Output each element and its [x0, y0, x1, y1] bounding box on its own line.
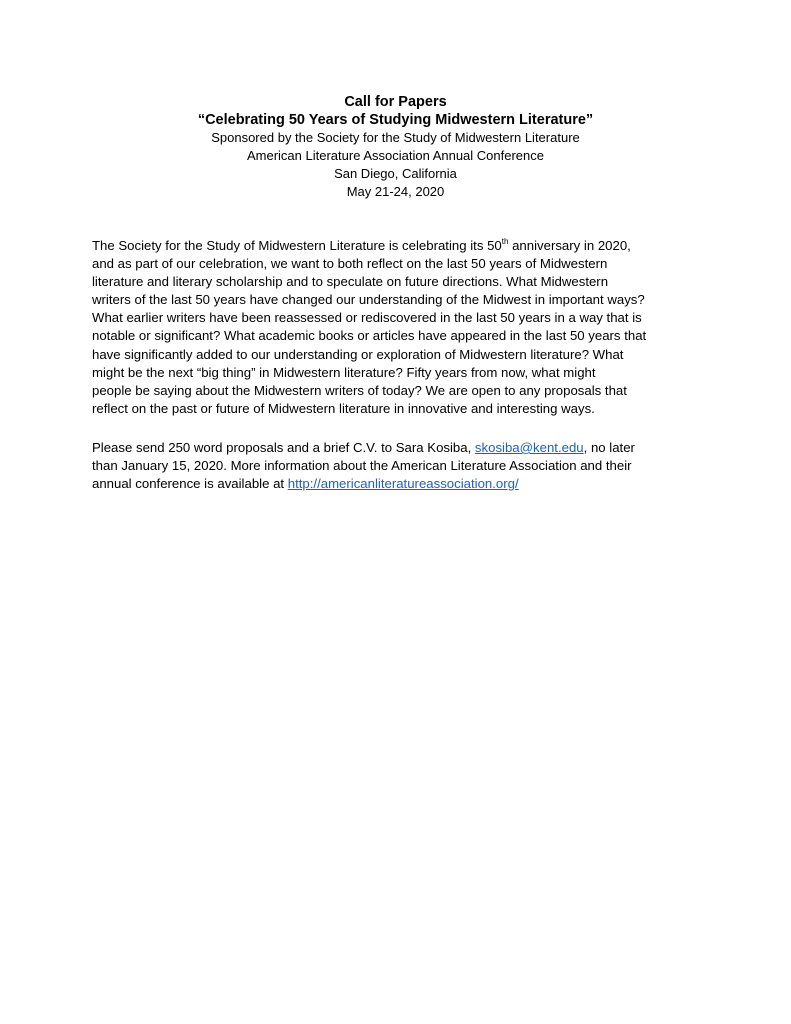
- paragraph-line: have significantly added to our understanding or exploration of Midwestern literature? What: [92, 346, 624, 362]
- paragraph-text: The Society for the Study of Midwestern Literature is celebrating its 50: [92, 238, 502, 253]
- document-header: [0, 93, 791, 201]
- paragraph-line: What earlier writers have been reassessed or rediscovered in the last 50 years in a way that is: [92, 310, 642, 326]
- ordinal-superscript: th: [501, 237, 509, 246]
- website-link[interactable]: http://americanliteratureassociation.org/: [287, 476, 519, 492]
- paragraph-line: [92, 475, 704, 493]
- page-title: Call for Papers: [344, 94, 447, 110]
- paragraph-line: [92, 439, 704, 457]
- paragraph-line: [92, 237, 704, 255]
- submission-paragraph: [92, 439, 704, 493]
- conference-line: American Literature Association Annual Conference: [246, 148, 544, 163]
- paragraph-line: than January 15, 2020. More information about the American Literature Association and their: [92, 458, 632, 474]
- paragraph-text: , no later: [583, 440, 635, 455]
- paragraph-line: might be the next “big thing” in Midwestern literature? Fifty years from now, what might: [92, 364, 596, 380]
- location-line: San Diego, California: [334, 166, 457, 181]
- paragraph-line: writers of the last 50 years have changed our understanding of the Midwest in important ways?: [92, 292, 645, 308]
- paragraph-text: annual conference is available at: [92, 476, 288, 492]
- paragraph-line: and as part of our celebration, we want to both reflect on the last 50 years of Midwestern: [92, 256, 608, 272]
- dates-line: May 21-24, 2020: [346, 184, 445, 199]
- paragraph-line: people be saying about the Midwestern writers of today? We are open to any proposals that: [92, 382, 627, 398]
- sponsor-line: Sponsored by the Society for the Study of Midwestern Literature: [211, 130, 580, 145]
- email-link[interactable]: skosiba@kent.edu: [474, 440, 584, 455]
- paragraph-line: notable or significant? What academic books or articles have appeared in the last 50 years that: [92, 328, 647, 344]
- paragraph-text: Please send 250 word proposals and a brief C.V. to Sara Kosiba,: [92, 440, 475, 455]
- description-paragraph: [92, 237, 704, 418]
- paragraph-text: anniversary in 2020,: [508, 238, 631, 253]
- event-subtitle: “Celebrating 50 Years of Studying Midwestern Literature”: [197, 112, 594, 128]
- paragraph-line: literature and literary scholarship and to speculate on future directions. What Midwestern: [92, 274, 609, 290]
- paragraph-line: reflect on the past or future of Midwestern literature in innovative and interesting ways.: [92, 400, 595, 416]
